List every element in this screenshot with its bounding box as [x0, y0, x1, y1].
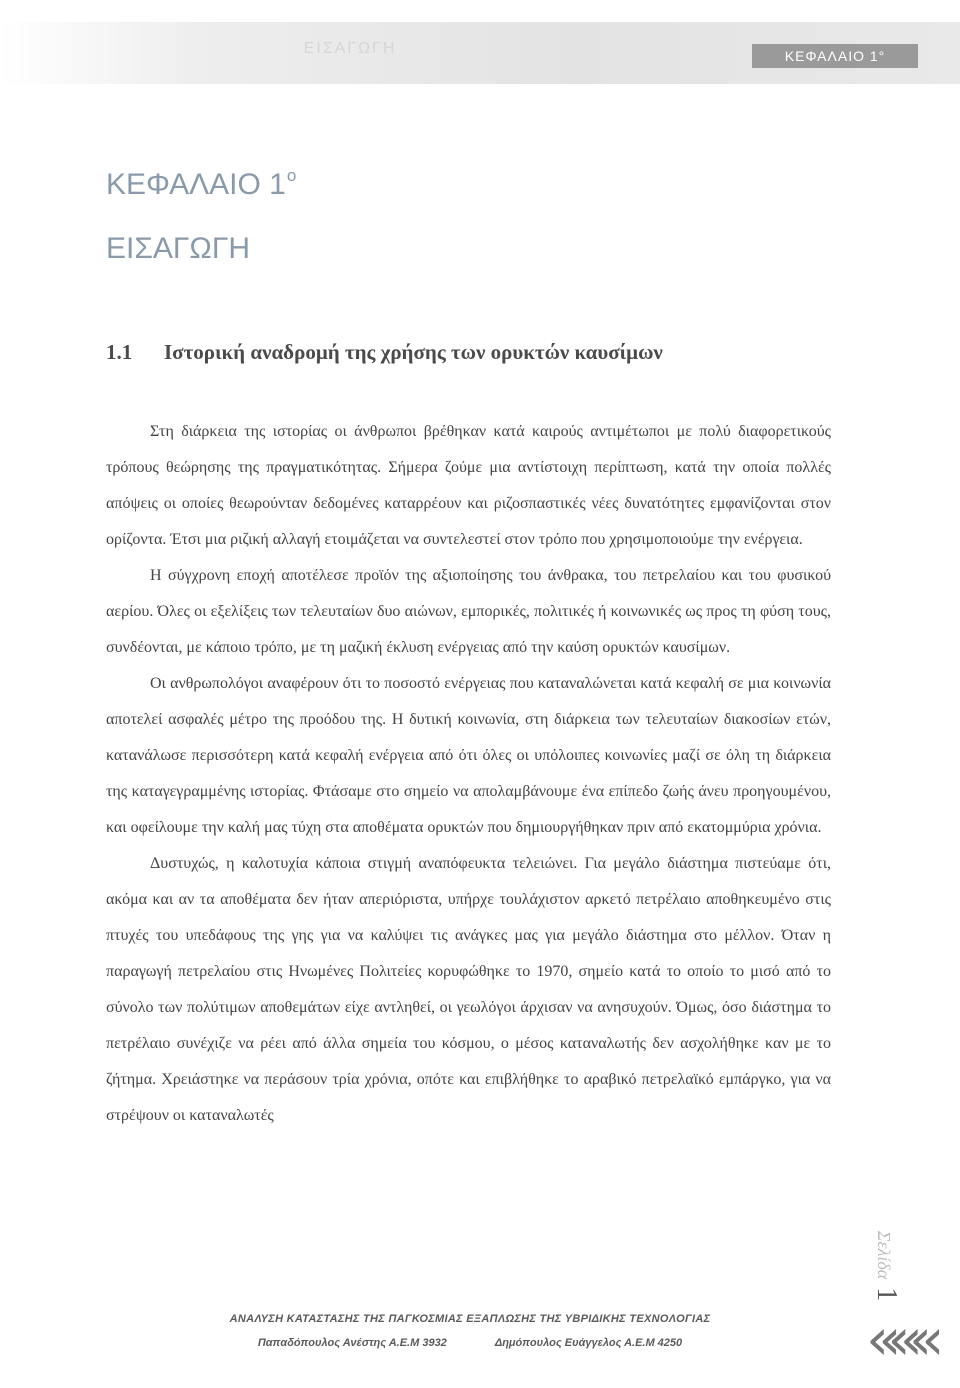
chapter-label-text: ΚΕΦΑΛΑΙΟ 1: [106, 168, 286, 201]
running-header-title: ΕΙΣΑΓΩΓΗ: [303, 40, 397, 57]
footer-author: Παπαδόπουλος Ανέστης Α.Ε.Μ 3932: [257, 1337, 447, 1349]
chevron-left-icon: «««: [866, 1305, 931, 1373]
footer-authors: [110, 1337, 830, 1349]
section-number: 1.1: [106, 340, 133, 364]
paragraph: Δυστυχώς, η καλοτυχία κάποια στιγμή αναπόφευκτα τελειώνει. Για μεγάλο διάστημα πιστεύαμε ότι, ακόμα και αν τα αποθέματα δεν ήταν απεριόριστα, υπήρχε τουλάχιστον αρκετό πετρέλαιο αποθηκευμένο στις πτυχές του υπεδάφους της γης για να καλύψει τις ανάγκες μας για μεγάλο διάστημα στο μέλλον. Όταν η παραγωγή πετρελαίου στις Ηνωμένες Πολιτείες κορυφώθηκε το 1970, σημείο κατά το οποίο το μισό από το σύνολο των πολύτιμων αποθεμάτων είχε αντληθεί, οι γεωλόγοι άρχισαν να ανησυχούν. Όμως, όσο διάστημα το πετρέλαιο συνέχιζε να ρέει από άλλα σημεία του κόσμου, ο μέσος καταναλωτής δεν ασχολήθηκε καν με το ζήτημα. Χρειάστηκε να περάσουν τρία χρόνια, οπότε και επιβλήθηκε το αραβικό πετρελαϊκό εμπάργκο, για να στρέψουν οι καταναλωτές: [106, 855, 831, 1124]
paragraph: Στη διάρκεια της ιστορίας οι άνθρωποι βρέθηκαν κατά καιρούς αντιμέτωποι με πολύ διαφορετικούς τρόπους θεώρησης της πραγματικότητας. Σήμερα ζούμε μια αντίστοιχη περίπτωση, κατά την οποία πολλές απόψεις οι οποίες θεωρούνταν δεδομένες καταρρέουν και ριζοσπαστικές νέες δυνατότητες εμφανίζονται στον ορίζοντα. Έτσι μια ριζική αλλαγή ετοιμάζεται να συντελεστεί στον τρόπο που χρησιμοποιούμε την ενέργεια.: [106, 423, 831, 548]
page-number-label: [836, 1226, 936, 1306]
chapter-label-superscript: ο: [286, 166, 297, 185]
paragraph: Η σύγχρονη εποχή αποτέλεσε προϊόν της αξιοποίησης του άνθρακα, του πετρελαίου και του φυσικού αερίου. Όλες οι εξελίξεις των τελευταίων δυο αιώνων, εμπορικές, πολιτικές ή κοινωνικές ως προς τη φύση τους, συνδέονται, με κάποιο τρόπο, με τη μαζική έκλυση ενέργειας από την καύση ορυκτών καυσίμων.: [106, 567, 831, 656]
chapter-label: [106, 168, 296, 202]
chapter-title: ΕΙΣΑΓΩΓΗ: [106, 232, 251, 265]
section-heading: [106, 340, 663, 365]
body-text: [106, 414, 831, 1134]
section-title: Ιστορική αναδρομή της χρήσης των ορυκτών καυσίμων: [164, 340, 663, 364]
page-word: Σελίδα: [874, 1230, 894, 1280]
footer-author: Δημόπουλος Ευάγγελος Α.Ε.Μ 4250: [494, 1337, 683, 1349]
chapter-tab: ΚΕΦΑΛΑΙΟ 1°: [752, 44, 918, 68]
footer-thesis-title: ΑΝΑΛΥΣΗ ΚΑΤΑΣΤΑΣΗΣ ΤΗΣ ΠΑΓΚΟΣΜΙΑΣ ΕΞΑΠΛΩΣΗΣ ΤΗΣ ΥΒΡΙΔΙΚΗΣ ΤΕΧΝΟΛΟΓΙΑΣ: [229, 1313, 711, 1325]
page-number: 1: [871, 1287, 902, 1302]
paragraph: Οι ανθρωπολόγοι αναφέρουν ότι το ποσοστό ενέργειας που καταναλώνεται κατά κεφαλή σε μια κοινωνία αποτελεί ασφαλές μέτρο της προόδου της. Η δυτική κοινωνία, στη διάρκεια των τελευταίων διακοσίων ετών, κατανάλωσε περισσότερη κατά κεφαλή ενέργεια από ότι όλες οι υπόλοιπες κοινωνίες μαζί σε όλη τη διάρκεια της καταγεγραμμένης ιστορίας. Φτάσαμε στο σημείο να απολαμβάνουμε ένα επίπεδο ζωής άνευ προηγουμένου, και οφείλουμε την καλή μας τύχη στα αποθέματα ορυκτών που δημιουργήθηκαν πριν από εκατομμύρια χρόνια.: [106, 675, 831, 836]
